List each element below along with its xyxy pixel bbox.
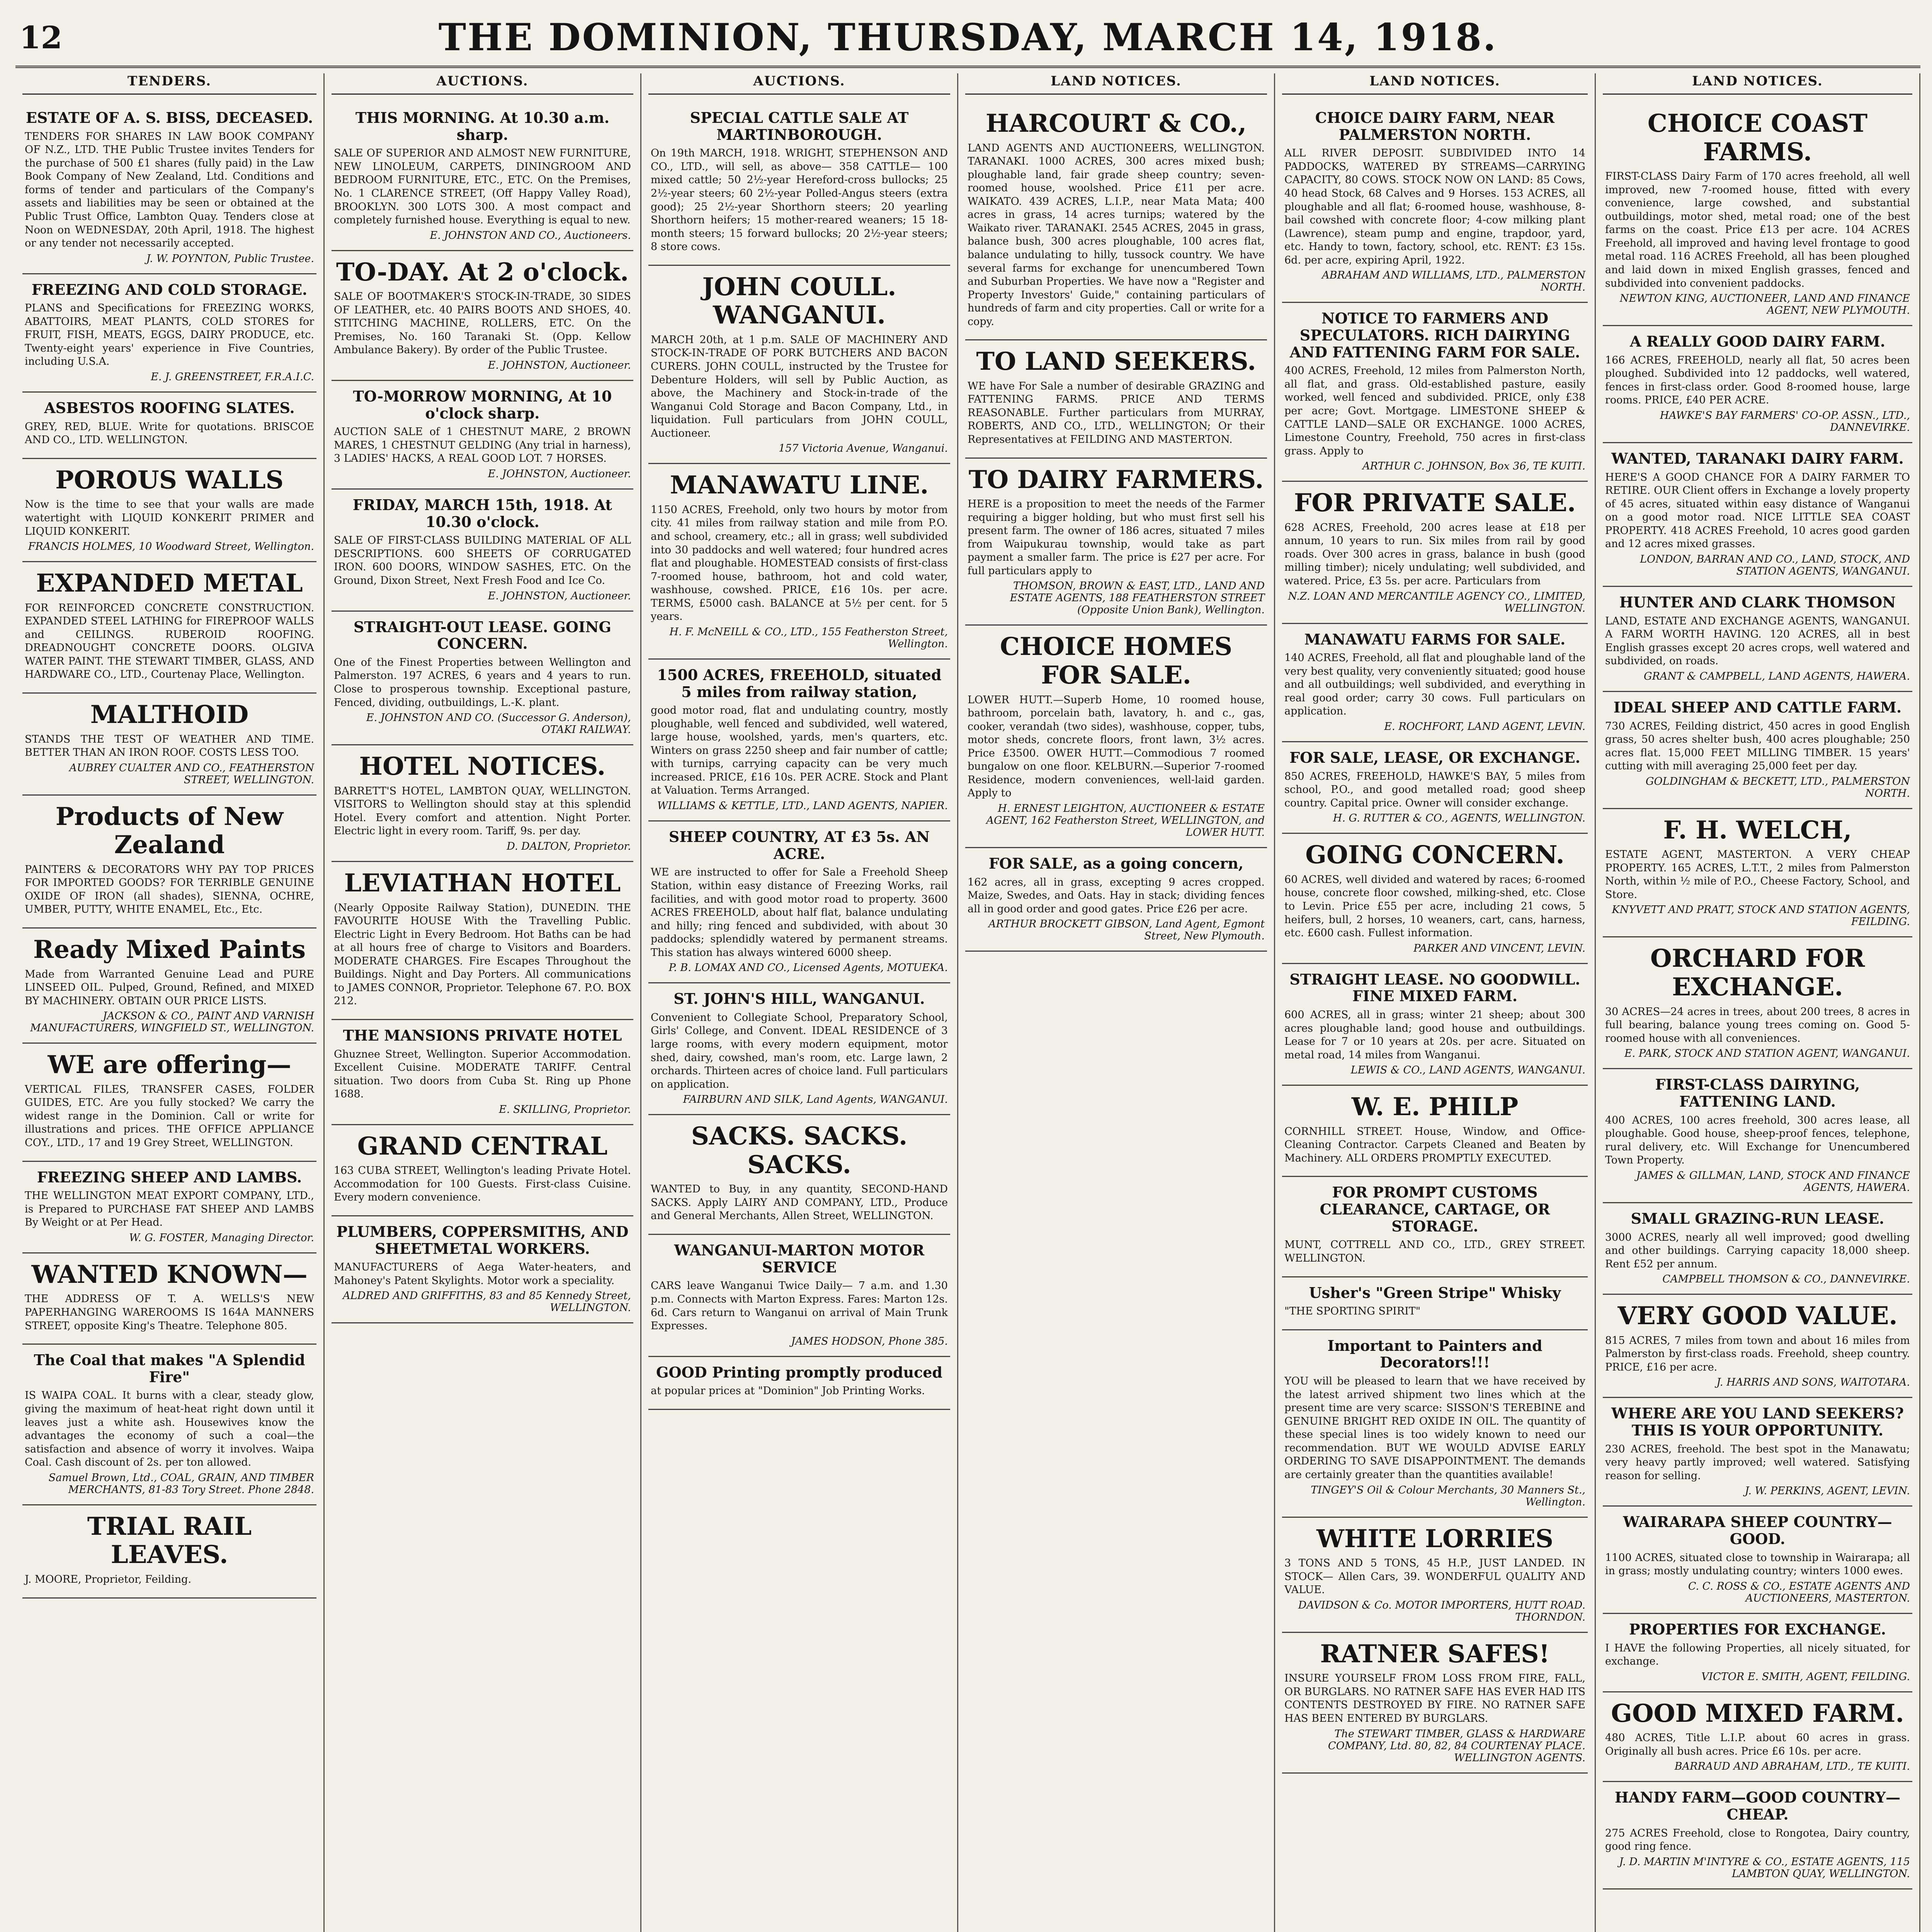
- advertisement: [1282, 303, 1588, 482]
- ad-title: MANAWATU FARMS FOR SALE.: [1304, 630, 1566, 648]
- ad-title: 1500 ACRES, FREEHOLD, situated 5 miles from railway station,: [657, 666, 942, 701]
- advertisement: [22, 459, 316, 562]
- advertisement: [22, 1044, 316, 1162]
- ad-body: 815 ACRES, 7 miles from town and about 16 miles from Palmerston by first-class roads. Freehold, sheep country. PRICE, £16 per acre.: [1605, 1334, 1910, 1373]
- ad-body: TENDERS FOR SHARES IN LAW BOOK COMPANY OF N.Z., LTD. THE Public Trustee invites Tenders for the purchase of 500 £1 shares (fully paid) in the Law Book Company of New Zealand, Ltd. Conditions and forms of tender and particulars of the Company's assets and liabilities may be seen or obtained at the Public Trust Office, Lambton Quay. Tenders close at Noon on WEDNESDAY, 20th April, 1918. The highest or any tender not necessarily accepted.: [25, 130, 314, 250]
- ad-body: WE have For Sale a number of desirable GRAZING and FATTENING FARMS. PRICE AND TERMS REASONABLE. Further particulars from MURRAY, ROBERTS, AND CO., LTD., WELLINGTON; Or their Representatives at FEILDING AND MASTERTON.: [968, 380, 1265, 446]
- ad-signature: J. D. MARTIN M'INTYRE & CO., ESTATE AGENTS, 115 LAMBTON QUAY, WELLINGTON.: [1619, 1855, 1910, 1880]
- ad-title: TO DAIRY FARMERS.: [968, 465, 1264, 494]
- advertisement: [648, 1235, 950, 1357]
- ad-body: 60 ACRES, well divided and watered by races; 6-roomed house, concrete floor cowshed, milking-shed, etc. Close to Levin. Price £55 per acre, including 21 cows, 5 heifers, bull, 2 horses, 10 weaners, cart, cans, harness, etc. £600 cash. Fullest information.: [1284, 873, 1585, 939]
- ad-body: ALL RIVER DEPOSIT. SUBDIVIDED INTO 14 PADDOCKS, WATERED BY STREAMS—CARRYING CAPACITY, 80 COWS. STOCK NOW ON LAND: 85 Cows, 40 head Stock, 68 Calves and 9 Horses. 153 ACRES, all ploughable and all flat; 6-roomed house, washhouse, 8-bail cowshed with concrete floor; 4-cow milking plant (Lawrence), steam pump and engine, trapdoor, yard, etc. Handy to town, factory, school, etc. RENT: £3 15s. 6d. per acre, expiring April, 1922.: [1284, 147, 1585, 266]
- ad-title: WANGANUI-MARTON MOTOR SERVICE: [674, 1242, 925, 1276]
- ad-title: WANTED KNOWN—: [31, 1260, 308, 1289]
- ad-title: CHOICE DAIRY FARM, NEAR PALMERSTON NORTH.: [1315, 109, 1555, 143]
- advertisement: [1282, 1177, 1588, 1277]
- advertisement: [1282, 1518, 1588, 1633]
- advertisement: [648, 102, 950, 266]
- column-heading: AUCTIONS.: [332, 73, 633, 95]
- advertisement: [332, 862, 633, 1020]
- ad-signature: E. SKILLING, Proprietor.: [499, 1103, 631, 1116]
- advertisement: [22, 393, 316, 459]
- ad-signature: Samuel Brown, Ltd., COAL, GRAIN, AND TIMBER MERCHANTS, 81-83 Tory Street. Phone 2848.: [48, 1471, 314, 1496]
- ad-signature: E. JOHNSTON AND CO., Auctioneers.: [430, 229, 631, 242]
- advertisement: [22, 796, 316, 929]
- ad-signature: 157 Victoria Avenue, Wanganui.: [778, 442, 948, 455]
- advertisement: [1282, 964, 1588, 1086]
- advertisement: [22, 1345, 316, 1505]
- ad-title: FOR SALE, as a going concern,: [988, 855, 1244, 872]
- ad-title: STRAIGHT-OUT LEASE. GOING CONCERN.: [354, 618, 611, 653]
- ad-body: 628 ACRES, Freehold, 200 acres lease at £18 per annum, 10 years to run. Six miles from rail by good roads. Over 300 acres in grass, balance in bush (good milling timber); nicely undulating; well subdivided, and watered. Price, £3 5s. per acre. Particulars from: [1284, 521, 1585, 587]
- ad-body: 275 ACRES Freehold, close to Rongotea, Dairy country, good ring fence.: [1605, 1827, 1910, 1853]
- ad-title: LEVIATHAN HOTEL: [344, 868, 621, 898]
- ad-body: good motor road, flat and undulating country, mostly ploughable, well fenced and subdivided, well watered, large house, woolshed, yards, men's quarters, etc. Winters on grass 2250 sheep and fair number of cattle; with turnips, carrying capacity can be very much increased. PRICE, £16 10s. PER ACRE. Stock and Plant at Valuation. Terms Arranged.: [651, 704, 948, 797]
- ad-body: 1100 ACRES, situated close to township in Wairarapa; all in grass; mostly undulating country; winters 1000 ewes.: [1605, 1551, 1910, 1577]
- advertisement: [1282, 102, 1588, 303]
- advertisement: [965, 102, 1267, 340]
- ad-title: MALTHOID: [90, 700, 249, 729]
- ad-signature: P. B. LOMAX AND CO., Licensed Agents, MOTUEKA.: [668, 962, 948, 974]
- ad-body: 162 acres, all in grass, excepting 9 acres cropped. Maize, Swedes, and Oats. Hay in stack; dividing fences all in good order and good gates. Price £26 per acre.: [968, 876, 1265, 915]
- advertisement: [1603, 809, 1912, 938]
- ad-title: SMALL GRAZING-RUN LEASE.: [1631, 1209, 1884, 1227]
- ad-signature: CAMPBELL THOMSON & CO., DANNEVIRKE.: [1662, 1273, 1910, 1286]
- advertisement: [22, 1162, 316, 1253]
- ad-title: A REALLY GOOD DAIRY FARM.: [1629, 333, 1886, 350]
- advertisement: [648, 983, 950, 1115]
- ad-title: FOR PRIVATE SALE.: [1294, 488, 1576, 518]
- ad-body: Made from Warranted Genuine Lead and PURE LINSEED OIL. Pulped, Ground, Refined, and MIXED BY MACHINERY. OBTAIN OUR PRICE LISTS.: [25, 968, 314, 1007]
- advertisement: [22, 929, 316, 1044]
- advertisement: [1603, 1398, 1912, 1507]
- advertisement: [22, 274, 316, 393]
- ad-title: TO-DAY. At 2 o'clock.: [336, 257, 629, 287]
- ad-body: SALE OF BOOTMAKER'S STOCK-IN-TRADE, 30 SIDES OF LEATHER, etc. 40 PAIRS BOOTS AND SHOES, 40. STITCHING MACHINE, ROLLERS, ETC. On the Premises, No. 160 Taranaki St. (Opp. Kellow Ambulance Bakery). By order of the Public Trustee.: [334, 291, 631, 356]
- ad-signature: J. W. POYNTON, Public Trustee.: [146, 252, 314, 265]
- advertisement: [1603, 326, 1912, 443]
- advertisement: [332, 1020, 633, 1125]
- ad-signature: FRANCIS HOLMES, 10 Woodward Street, Wellington.: [28, 541, 314, 553]
- ad-body: 166 ACRES, FREEHOLD, nearly all flat, 50 acres been ploughed. Subdivided into 12 paddocks, well watered, fences in first-class order. Good 8-roomed house, large rooms. PRICE, £40 PER ACRE.: [1605, 354, 1910, 406]
- column-heading: LAND NOTICES.: [1603, 73, 1912, 95]
- ad-body: 400 ACRES, 100 acres freehold, 300 acres lease, all ploughable. Good house, sheep-proof fences, telephone, rural delivery, etc. Will Exchange for Unencumbered Town Property.: [1605, 1114, 1910, 1167]
- ad-title: GOING CONCERN.: [1305, 840, 1565, 870]
- ad-body: Ghuznee Street, Wellington. Superior Accommodation. Excellent Cuisine. MODERATE TARIFF. Central situation. Two doors from Cuba St. Ring up Phone 1688.: [334, 1048, 631, 1100]
- ad-signature: THOMSON, BROWN & EAST, LTD., LAND AND ESTATE AGENTS, 188 FEATHERSTON STREET (Opposite Union Bank), Wellington.: [1010, 580, 1265, 616]
- ad-signature: NEWTON KING, AUCTIONEER, LAND AND FINANCE AGENT, NEW PLYMOUTH.: [1619, 293, 1910, 317]
- ad-body: CARS leave Wanganui Twice Daily— 7 a.m. and 1.30 p.m. Connects with Marton Express. Fares: Marton 12s. 6d. Cars return to Wanganui on arrival of Main Trunk Expresses.: [651, 1280, 948, 1332]
- ad-body: On 19th MARCH, 1918. WRIGHT, STEPHENSON AND CO., LTD., will sell, as above— 358 CATTLE— 100 mixed cattle; 50 2½-year Hereford-cross bullocks; 25 2½-year steers; 60 2½-year Polled-Angus steers (extra good); 25 2½-year Shorthorn steers; 20 yearling Shorthorn heifers; 15 mother-reared weaners; 15 18-month steers; 15 forward bullocks; 20 2½-year steers; 8 store cows.: [651, 147, 948, 253]
- ad-title: FRIDAY, MARCH 15th, 1918. At 10.30 o'clock.: [352, 496, 612, 531]
- advertisement: [1282, 482, 1588, 624]
- ad-body: 480 ACRES, Title L.I.P. about 60 acres in grass. Originally all bush acres. Price £6 10s. per acre.: [1605, 1732, 1910, 1757]
- ad-body: Now is the time to see that your walls are made watertight with LIQUID KONKERIT PRIMER and LIQUID KONKERIT.: [25, 498, 314, 537]
- ad-body: LAND, ESTATE AND EXCHANGE AGENTS, WANGANUI. A FARM WORTH HAVING. 120 ACRES, all in best English grasses except 20 acres crops, well watered and subdivided, on roads.: [1605, 615, 1910, 667]
- advertisement: [1603, 587, 1912, 692]
- ad-title: SHEEP COUNTRY, AT £3 5s. AN ACRE.: [668, 828, 930, 862]
- advertisement: [965, 459, 1267, 626]
- ad-signature: E. PARK, STOCK AND STATION AGENT, WANGANUI.: [1624, 1048, 1910, 1060]
- advertisement: [1282, 1330, 1588, 1518]
- ad-body: 600 ACRES, all in grass; winter 21 sheep; about 300 acres ploughable land; good house and outbuildings. Lease for 7 or 10 years at 20s. per acre. Situated on metal road, 14 miles from Wanganui.: [1284, 1009, 1585, 1061]
- column-3: [641, 73, 958, 1932]
- advertisement: [1603, 1782, 1912, 1889]
- ad-signature: ARTHUR BROCKETT GIBSON, Land Agent, Egmont Street, New Plymouth.: [988, 918, 1265, 942]
- column-heading: LAND NOTICES.: [965, 73, 1267, 95]
- advertisement: [1603, 1614, 1912, 1692]
- advertisement: [332, 612, 633, 746]
- ad-signature: E. JOHNSTON AND CO. (Successor G. Anderson), OTAKI RAILWAY.: [366, 712, 631, 736]
- advertisement: [332, 1125, 633, 1216]
- ad-signature: GRANT & CAMPBELL, LAND AGENTS, HAWERA.: [1644, 670, 1910, 682]
- ad-title: STRAIGHT LEASE. NO GOODWILL. FINE MIXED FARM.: [1289, 970, 1580, 1005]
- ad-body: MANUFACTURERS of Aega Water-heaters, and Mahoney's Patent Skylights. Motor work a speciality.: [334, 1261, 631, 1287]
- ad-body: FIRST-CLASS Dairy Farm of 170 acres freehold, all well improved, new 7-roomed house, fitted with every convenience, large cowshed, and substantial outbuildings, motor shed, metal road; one of the best farms on the coast. Price £13 per acre. 104 ACRES Freehold, all improved and having level frontage to good metal road. 116 ACRES Freehold, all has been ploughed and laid down in mixed English grasses, fenced and subdivided into convenient paddocks.: [1605, 170, 1910, 289]
- ad-title: PLUMBERS, COPPERSMITHS, AND SHEETMETAL WORKERS.: [336, 1223, 629, 1257]
- ad-signature: E. JOHNSTON, Auctioneer.: [488, 359, 631, 371]
- ad-title: GOOD MIXED FARM.: [1611, 1699, 1904, 1728]
- advertisement: [965, 626, 1267, 848]
- ad-title: WHERE ARE YOU LAND SEEKERS? THIS IS YOUR OPPORTUNITY.: [1611, 1405, 1904, 1439]
- advertisement: [648, 266, 950, 464]
- ad-signature: J. W. PERKINS, AGENT, LEVIN.: [1745, 1485, 1910, 1497]
- ad-body: ESTATE AGENT, MASTERTON. A VERY CHEAP PROPERTY. 165 ACRES, L.T.T., 2 miles from Palmerston North, within ½ mile of P.O., Cheese Factory, School, and Store.: [1605, 849, 1910, 901]
- ad-title: PROPERTIES FOR EXCHANGE.: [1629, 1620, 1886, 1638]
- advertisement: [648, 660, 950, 821]
- ad-body: 730 ACRES, Feilding district, 450 acres in good English grass, 50 acres shelter bush, 400 acres ploughable; 250 acres flat. 15,000 FEET MILLING TIMBER. 15 years' cutting with mill averaging 25,000 feet per day.: [1605, 720, 1910, 772]
- ad-body: 30 ACRES—24 acres in trees, about 200 trees, 8 acres in full bearing, balance young trees coming on. Good 5-roomed house with all conveniences.: [1605, 1005, 1910, 1044]
- advertisement: [1603, 102, 1912, 326]
- ad-title: Usher's "Green Stripe" Whisky: [1309, 1284, 1561, 1301]
- advertisement: [1603, 1692, 1912, 1782]
- ad-signature: E. JOHNSTON, Auctioneer.: [488, 590, 631, 602]
- ad-body: FOR REINFORCED CONCRETE CONSTRUCTION. EXPANDED STEEL LATHING for FIREPROOF WALLS and CEILINGS. RUBEROID ROOFING. DREADNOUGHT CONCRETE DOORS. OLGIVA WATER PAINT. THE STEWART TIMBER, GLASS, AND HARDWARE CO., LTD., Courtenay Place, Wellington.: [25, 602, 314, 681]
- ad-body: 163 CUBA STREET, Wellington's leading Private Hotel. Accommodation for 100 Guests. First-class Cuisine. Every modern convenience.: [334, 1165, 631, 1204]
- ad-signature: C. C. ROSS & CO., ESTATE AGENTS AND AUCTIONEERS, MASTERTON.: [1688, 1580, 1910, 1604]
- ad-title: THIS MORNING. At 10.30 a.m. sharp.: [355, 109, 610, 143]
- ad-title: FREEZING SHEEP AND LAMBS.: [37, 1168, 302, 1186]
- ad-signature: J. HARRIS AND SONS, WAITOTARA.: [1716, 1376, 1910, 1389]
- advertisement: [1603, 1203, 1912, 1295]
- advertisement: [22, 562, 316, 694]
- masthead: [15, 8, 1920, 68]
- ad-signature: The STEWART TIMBER, GLASS & HARDWARE COMPANY, Ltd. 80, 82, 84 COURTENAY PLACE. WELLINGTON AGENTS.: [1328, 1728, 1585, 1764]
- ad-title: THE MANSIONS PRIVATE HOTEL: [343, 1026, 622, 1044]
- advertisement: [332, 490, 633, 612]
- advertisement: [1603, 937, 1912, 1069]
- ad-title: FOR PROMPT CUSTOMS CLEARANCE, CARTAGE, OR STORAGE.: [1320, 1184, 1550, 1235]
- advertisement: [1603, 1507, 1912, 1614]
- ad-body: STANDS THE TEST OF WEATHER AND TIME. BETTER THAN AN IRON ROOF. COSTS LESS TOO.: [25, 733, 314, 759]
- column-5: [1275, 73, 1596, 1932]
- advertisement: [22, 1505, 316, 1599]
- ad-title: WAIRARAPA SHEEP COUNTRY—GOOD.: [1623, 1513, 1892, 1548]
- column-2: [325, 73, 641, 1932]
- ad-title: Ready Mixed Paints: [33, 935, 306, 964]
- ad-title: CHOICE COAST FARMS.: [1647, 109, 1868, 167]
- advertisement: [648, 464, 950, 660]
- advertisement: [1282, 834, 1588, 964]
- ad-title: Products of New Zealand: [55, 802, 284, 860]
- ad-body: (Nearly Opposite Railway Station), DUNEDIN. THE FAVOURITE HOUSE With the Travelling Public. Electric Light in Every Bedroom. Hot Baths can be had at all hours free of charge to Visitors and Boarders. MODERATE CHARGES. Fire Escapes Throughout the Buildings. Night and Day Porters. All communications to JAMES CONNOR, Proprietor. Telephone 67. P.O. BOX 212.: [334, 901, 631, 1007]
- ad-signature: VICTOR E. SMITH, AGENT, FEILDING.: [1701, 1670, 1910, 1683]
- ad-body: WANTED to Buy, in any quantity, SECOND-HAND SACKS. Apply LAIRY AND COMPANY, LTD., Produce and General Merchants, Allen Street, WELLINGTON.: [651, 1183, 948, 1222]
- ad-body: SALE OF FIRST-CLASS BUILDING MATERIAL OF ALL DESCRIPTIONS. 600 SHEETS OF CORRUGATED IRON. 600 DOORS, WINDOW SASHES, ETC. On the Ground, Dixon Street, Next Fresh Food and Ice Co.: [334, 534, 631, 587]
- ad-title: POROUS WALLS: [55, 465, 284, 495]
- ad-signature: KNYVETT AND PRATT, STOCK AND STATION AGENTS, FEILDING.: [1612, 904, 1910, 928]
- ad-signature: ABRAHAM AND WILLIAMS, LTD., PALMERSTON NORTH.: [1322, 269, 1585, 294]
- advertisement: [648, 1115, 950, 1235]
- advertisement: [648, 821, 950, 983]
- ad-signature: ALDRED AND GRIFFITHS, 83 and 85 Kennedy Street, WELLINGTON.: [343, 1290, 631, 1314]
- column-heading: AUCTIONS.: [648, 73, 950, 95]
- ad-title: IDEAL SHEEP AND CATTLE FARM.: [1613, 698, 1902, 716]
- advertisement: [1282, 1277, 1588, 1330]
- advertisement: [1603, 1295, 1912, 1398]
- ad-title: TO-MORROW MORNING, At 10 o'clock sharp.: [353, 387, 612, 422]
- ad-title: JOHN COULL. WANGANUI.: [702, 272, 896, 330]
- advertisement: [332, 251, 633, 381]
- ad-body: MUNT, COTTRELL AND CO., LTD., GREY STREET. WELLINGTON.: [1284, 1239, 1585, 1264]
- ad-signature: W. G. FOSTER, Managing Director.: [129, 1231, 314, 1244]
- ad-body: MARCH 20th, at 1 p.m. SALE OF MACHINERY AND STOCK-IN-TRADE OF PORK BUTCHERS AND BACON CURERS. JOHN COULL, instructed by the Trustee for Debenture Holders, will sell by Public Auction, as above, the Machinery and Stock-in-trade of the Wanganui Cold Storage and Bacon Company, Ltd., in liquidation. Full particulars from JOHN COULL, Auctioneer.: [651, 333, 948, 439]
- ad-body: PAINTERS & DECORATORS WHY PAY TOP PRICES FOR IMPORTED GOODS? FOR TERRIBLE GENUINE OXIDE OF IRON (all shades), SIENNA, OCHRE, UMBER, PUTTY, WHITE ENAMEL, Etc., Etc.: [25, 863, 314, 916]
- ad-title: HARCOURT & CO.,: [985, 109, 1247, 138]
- ad-signature: E. ROCHFORT, LAND AGENT, LEVIN.: [1384, 720, 1585, 733]
- ad-title: ASBESTOS ROOFING SLATES.: [44, 399, 295, 417]
- advertisement: [332, 102, 633, 251]
- ad-signature: PARKER AND VINCENT, LEVIN.: [1413, 942, 1585, 954]
- ad-body: I HAVE the following Properties, all nicely situated, for exchange.: [1605, 1642, 1910, 1668]
- ad-title: VERY GOOD VALUE.: [1617, 1301, 1898, 1331]
- ad-title: CHOICE HOMES FOR SALE.: [1000, 632, 1233, 690]
- ad-signature: D. DALTON, Proprietor.: [507, 840, 631, 852]
- column-4: [958, 73, 1275, 1932]
- advertisement: [1282, 624, 1588, 742]
- ad-title: RATNER SAFES!: [1320, 1639, 1550, 1668]
- ad-title: SACKS. SACKS. SACKS.: [691, 1122, 908, 1179]
- ad-body: 230 ACRES, freehold. The best spot in the Manawatu; very heavy partly improved; well watered. Satisfying reason for selling.: [1605, 1443, 1910, 1482]
- ad-title: TO LAND SEEKERS.: [976, 347, 1256, 376]
- ad-title: W. E. PHILP: [1351, 1092, 1519, 1122]
- ad-title: ST. JOHN'S HILL, WANGANUI.: [673, 990, 925, 1008]
- ad-signature: GOLDINGHAM & BECKETT, LTD., PALMERSTON NORTH.: [1645, 775, 1910, 799]
- advertisement: [332, 1216, 633, 1323]
- ad-title: FIRST-CLASS DAIRYING, FATTENING LAND.: [1655, 1076, 1860, 1110]
- ad-body: GREY, RED, BLUE. Write for quotations. BRISCOE AND CO., LTD. WELLINGTON.: [25, 420, 314, 446]
- ad-signature: ARTHUR C. JOHNSON, Box 36, TE KUITI.: [1362, 460, 1585, 473]
- ad-signature: WILLIAMS & KETTLE, LTD., LAND AGENTS, NAPIER.: [657, 800, 948, 812]
- ad-body: LOWER HUTT.—Superb Home, 10 roomed house, bathroom, porcelain bath, lavatory, h. and c., gas, cooker, verandah (two sides), washhouse, copper, tubs, motor sheds, concrete floors, front lawn, 3½ acres. Price £3500. OWER HUTT.—Commodious 7 roomed bungalow on one floor. KELBURN.—Superior 7-roomed Residence, modern conveniences, well-laid garden. Apply to: [968, 694, 1265, 799]
- ad-body: IS WAIPA COAL. It burns with a clear, steady glow, giving the maximum of heat-heat right down until it leaves just a white ash. Housewives know the advantages the economy of such a coal—the satisfaction and absence of worry it involves. Waipa Coal. Cash discount of 2s. per ton allowed.: [25, 1389, 314, 1469]
- ad-title: FREEZING AND COLD STORAGE.: [31, 281, 308, 298]
- ad-signature: LONDON, BARRAN AND CO., LAND, STOCK, AND STATION AGENTS, WANGANUI.: [1640, 553, 1910, 577]
- ad-body: 1150 ACRES, Freehold, only two hours by motor from city. 41 miles from railway station and mile from P.O. and school, creamery, etc.; all in grass; well subdivided into 30 paddocks and well watered; four hundred acres flat and ploughable. HOMESTEAD consists of first-class 7-roomed house, bathroom, hot and cold water, washhouse, cowshed. PRICE, £16 10s. per acre. TERMS, £5000 cash. BALANCE at 5½ per cent. for 5 years.: [651, 503, 948, 623]
- ad-body: PLANS and Specifications for FREEZING WORKS, ABATTOIRS, MEAT PLANTS, COLD STORES for FRUIT, FISH, MEATS, EGGS, DAIRY PRODUCE, etc. Twenty-eight years' experience in Five Countries, including U.S.A.: [25, 302, 314, 368]
- ad-title: SPECIAL CATTLE SALE AT MARTINBOROUGH.: [690, 109, 909, 143]
- ad-signature: H. ERNEST LEIGHTON, AUCTIONEER & ESTATE AGENT, 162 Featherston Street, WELLINGTON, and LOWER HUTT.: [986, 803, 1265, 839]
- advertisement: [1603, 692, 1912, 809]
- ad-signature: LEWIS & CO., LAND AGENTS, WANGANUI.: [1350, 1064, 1585, 1077]
- ad-title: HOTEL NOTICES.: [359, 752, 606, 781]
- advertisement: [1282, 1086, 1588, 1177]
- ad-title: F. H. WELCH,: [1663, 815, 1852, 845]
- advertisement: [332, 381, 633, 490]
- ad-signature: JAMES HODSON, Phone 385.: [791, 1335, 948, 1347]
- newspaper-title: THE DOMINION, THURSDAY, MARCH 14, 1918.: [438, 15, 1498, 59]
- ad-title: EXPANDED METAL: [36, 569, 303, 598]
- ad-signature: E. J. GREENSTREET, F.R.A.I.C.: [151, 371, 314, 383]
- ad-signature: FAIRBURN AND SILK, Land Agents, WANGANUI.: [683, 1094, 948, 1106]
- advertisement: [22, 1253, 316, 1345]
- ad-body: AUCTION SALE of 1 CHESTNUT MARE, 2 BROWN MARES, 1 CHESTNUT GELDING (Any trial in harness), 3 LADIES' HACKS, A REAL GOOD LOT. 7 HORSES.: [334, 426, 631, 465]
- advertisement: [1282, 1633, 1588, 1774]
- ad-title: FOR SALE, LEASE, OR EXCHANGE.: [1289, 748, 1580, 766]
- column-heading: LAND NOTICES.: [1282, 73, 1588, 95]
- ad-body: "THE SPORTING SPIRIT": [1284, 1305, 1421, 1318]
- ad-body: CORNHILL STREET. House, Window, and Office-Cleaning Contractor. Carpets Cleaned and Beaten by Machinery. ALL ORDERS PROMPTLY EXECUTED.: [1284, 1125, 1585, 1164]
- ad-body: Convenient to Collegiate School, Preparatory School, Girls' College, and Convent. IDEAL RESIDENCE of 3 large rooms, with every modern equipment, motor shed, dairy, cowshed, man's room, etc. Large lawn, 2 orchards. Thirteen acres of choice land. Full particulars on application.: [651, 1011, 948, 1090]
- ad-signature: JACKSON & CO., PAINT AND VARNISH MANUFACTURERS, WINGFIELD ST., WELLINGTON.: [30, 1010, 314, 1034]
- ad-title: WE are offering—: [48, 1050, 291, 1080]
- advertisement: [22, 102, 316, 274]
- ad-body: SALE OF SUPERIOR AND ALMOST NEW FURNITURE, NEW LINOLEUM, CARPETS, DININGROOM AND BEDROOM FURNITURE, ETC., ETC. On the Premises, No. 1 CLARENCE STREET, (Off Happy Valley Road), BROOKLYN. 300 LOTS 300. A most compact and completely furnished house. Everything is equal to new.: [334, 147, 631, 226]
- ad-body: 3000 ACRES, nearly all well improved; good dwelling and other buildings. Carrying capacity 18,000 sheep. Rent £52 per annum.: [1605, 1231, 1910, 1270]
- ad-signature: DAVIDSON & Co. MOTOR IMPORTERS, HUTT ROAD. THORNDON.: [1298, 1599, 1585, 1623]
- advertisement: [1603, 443, 1912, 587]
- ad-signature: H. G. RUTTER & CO., AGENTS, WELLINGTON.: [1333, 812, 1585, 825]
- ad-body: J. MOORE, Proprietor, Feilding.: [25, 1573, 192, 1585]
- ad-body: THE WELLINGTON MEAT EXPORT COMPANY, LTD., is Prepared to PURCHASE FAT SHEEP AND LAMBS By Weight or at Per Head.: [25, 1190, 314, 1229]
- ad-body: at popular prices at "Dominion" Job Printing Works.: [651, 1385, 925, 1397]
- ad-title: WANTED, TARANAKI DAIRY FARM.: [1611, 449, 1904, 467]
- column-heading: TENDERS.: [22, 73, 316, 95]
- ad-signature: JAMES & GILLMAN, LAND, STOCK AND FINANCE AGENTS, HAWERA.: [1636, 1169, 1910, 1194]
- page-number: 12: [19, 19, 63, 56]
- ad-body: LAND AGENTS AND AUCTIONEERS, WELLINGTON. TARANAKI. 1000 ACRES, 300 acres mixed bush; ploughable land, fair grade sheep country; seven-roomed house, woolshed. Price £11 per acre. WAIKATO. 439 ACRES, L.I.P., near Mata Mata; 400 acres in grass, 14 acres turnips; watered by the Waikato river. TARANAKI. 2545 ACRES, 2045 in grass, balance bush, 300 acres ploughable, 100 acres flat, balance undulating to hilly, tussock country. We have several farms for exchange for unencumbered Town and Suburban Properties. We have now a "Register and Property Investors' Guide," containing particulars of hundreds of farm and city properties. Call or write for a copy.: [968, 142, 1265, 328]
- ad-title: HANDY FARM—GOOD COUNTRY—CHEAP.: [1614, 1789, 1901, 1823]
- ad-signature: N.Z. LOAN AND MERCANTILE AGENCY CO., LIMITED, WELLINGTON.: [1288, 590, 1585, 614]
- advertisement: [22, 694, 316, 796]
- ad-body: WE are instructed to offer for Sale a Freehold Sheep Station, within easy distance of Freezing Works, rail facilities, and with good motor road to property. 3600 ACRES FREEHOLD, about half flat, balance undulating and hilly; ring fenced and subdivided, with about 30 paddocks; splendidly watered by permanent streams. This station has always wintered 6000 sheep.: [651, 866, 948, 959]
- ad-title: NOTICE TO FARMERS AND SPECULATORS. RICH DAIRYING AND FATTENING FARM FOR SALE.: [1289, 310, 1580, 361]
- ad-title: ORCHARD FOR EXCHANGE.: [1650, 944, 1865, 1002]
- ad-title: ESTATE OF A. S. BISS, DECEASED.: [26, 109, 313, 126]
- advertisement: [965, 340, 1267, 458]
- column-1: [15, 73, 325, 1932]
- advertisement: [648, 1357, 950, 1410]
- ad-body: INSURE YOURSELF FROM LOSS FROM FIRE, FALL, OR BURGLARS. NO RATNER SAFE HAS EVER HAD ITS CONTENTS DESTROYED BY FIRE. NO RATNER SAFE HAS BEEN ENTERED BY BURGLARS.: [1284, 1672, 1585, 1725]
- ad-title: HUNTER AND CLARK THOMSON: [1619, 593, 1896, 611]
- ad-signature: HAWKE'S BAY FARMERS' CO-OP. ASSN., LTD., DANNEVIRKE.: [1660, 409, 1910, 434]
- advertisement: [332, 745, 633, 862]
- ad-body: One of the Finest Properties between Wellington and Palmerston. 197 ACRES, 6 years and 4 years to run. Close to prosperous township. Exceptional pasture, Fenced, dividing, outbuildings, L.-K. plant.: [334, 656, 631, 709]
- ad-title: GOOD Printing promptly produced: [656, 1363, 942, 1381]
- ad-signature: BARRAUD AND ABRAHAM, LTD., TE KUITI.: [1674, 1760, 1910, 1773]
- ad-body: VERTICAL FILES, TRANSFER CASES, FOLDER GUIDES, ETC. Are you fully stocked? We carry the widest range in the Dominion. Call or write for illustrations and prices. THE OFFICE APPLIANCE COY., LTD., 17 and 19 Grey Street, WELLINGTON.: [25, 1083, 314, 1149]
- ad-signature: H. F. McNEILL & CO., LTD., 155 Featherston Street, Wellington.: [669, 626, 948, 650]
- ad-title: WHITE LORRIES: [1316, 1524, 1554, 1553]
- ad-body: THE ADDRESS OF T. A. WELLS'S NEW PAPERHANGING WAREROOMS IS 164A MANNERS STREET, opposite King's Theatre. Telephone 805.: [25, 1293, 314, 1332]
- column-6: [1596, 73, 1920, 1932]
- ad-body: BARRETT'S HOTEL, LAMBTON QUAY, WELLINGTON. VISITORS to Wellington should stay at this splendid Hotel. Every comfort and attention. Night Porter. Electric light in every room. Tariff, 9s. per day.: [334, 785, 631, 837]
- advertisement: [1603, 1069, 1912, 1203]
- ad-body: YOU will be pleased to learn that we have received by the latest arrived shipment two lines which at the present time are very scarce: SISSON'S TEREBINE and GENUINE BRIGHT RED OXIDE IN OIL. The quantity of these special lines is too widely known to need our recommendation. BUT WE WOULD ADVISE EARLY ORDERING TO SAVE DISAPPOINTMENT. The demands are certainly greater than the quantities available!: [1284, 1375, 1585, 1481]
- ad-body: HERE is a proposition to meet the needs of the Farmer requiring a bigger holding, but who must first sell his present farm. The owner of 186 acres, situated 7 miles from Waipukurau township, would take as part payment a smaller farm. The price is £27 per acre. For full particulars apply to: [968, 498, 1265, 577]
- ad-title: GRAND CENTRAL: [357, 1131, 608, 1161]
- ad-title: MANAWATU LINE.: [670, 471, 929, 500]
- ad-signature: AUBREY CUALTER AND CO., FEATHERSTON STREET, WELLINGTON.: [69, 762, 314, 786]
- advertisement: [1282, 742, 1588, 834]
- ad-body: 140 ACRES, Freehold, all flat and ploughable land of the very best quality, very conveniently situated; good house and all outbuildings; well subdivided, and everything in real good order; carry 30 cows. Full particulars on application.: [1284, 652, 1585, 718]
- ad-body: 3 TONS AND 5 TONS, 45 H.P., JUST LANDED. IN STOCK— Allen Cars, 39. WONDERFUL QUALITY AND VALUE.: [1284, 1557, 1585, 1596]
- ad-body: HERE'S A GOOD CHANCE FOR A DAIRY FARMER TO RETIRE. OUR Client offers in Exchange a lovely property of 45 acres, situated within easy distance of Wanganui on a good motor road. NICE LITTLE SEA COAST PROPERTY. 418 ACRES Freehold, 10 acres good garden and 12 acres mixed grasses.: [1605, 471, 1910, 550]
- ad-title: Important to Painters and Decorators!!!: [1327, 1337, 1543, 1371]
- ad-body: 850 ACRES, FREEHOLD, HAWKE'S BAY, 5 miles from school, P.O., and good metalled road; good sheep country. Capital price. Owner will consider exchange.: [1284, 770, 1585, 809]
- ad-title: TRIAL RAIL LEAVES.: [87, 1512, 252, 1570]
- advertisement: [965, 848, 1267, 952]
- ad-body: 400 ACRES, Freehold, 12 miles from Palmerston North, all flat, and grass. Old-established pasture, easily worked, well fenced and subdivided. PRICE, only £38 per acre; Govt. Mortgage. LIMESTONE SHEEP & CATTLE LAND—SALE OR EXCHANGE. 1000 ACRES, Limestone Country, Freehold, 750 acres in first-class grass. Apply to: [1284, 365, 1585, 457]
- ad-signature: E. JOHNSTON, Auctioneer.: [488, 468, 631, 480]
- columns-container: [15, 73, 1920, 1932]
- ad-title: The Coal that makes "A Splendid Fire": [34, 1351, 305, 1386]
- ad-signature: TINGEY'S Oil & Colour Merchants, 30 Manners St., Wellington.: [1311, 1484, 1585, 1508]
